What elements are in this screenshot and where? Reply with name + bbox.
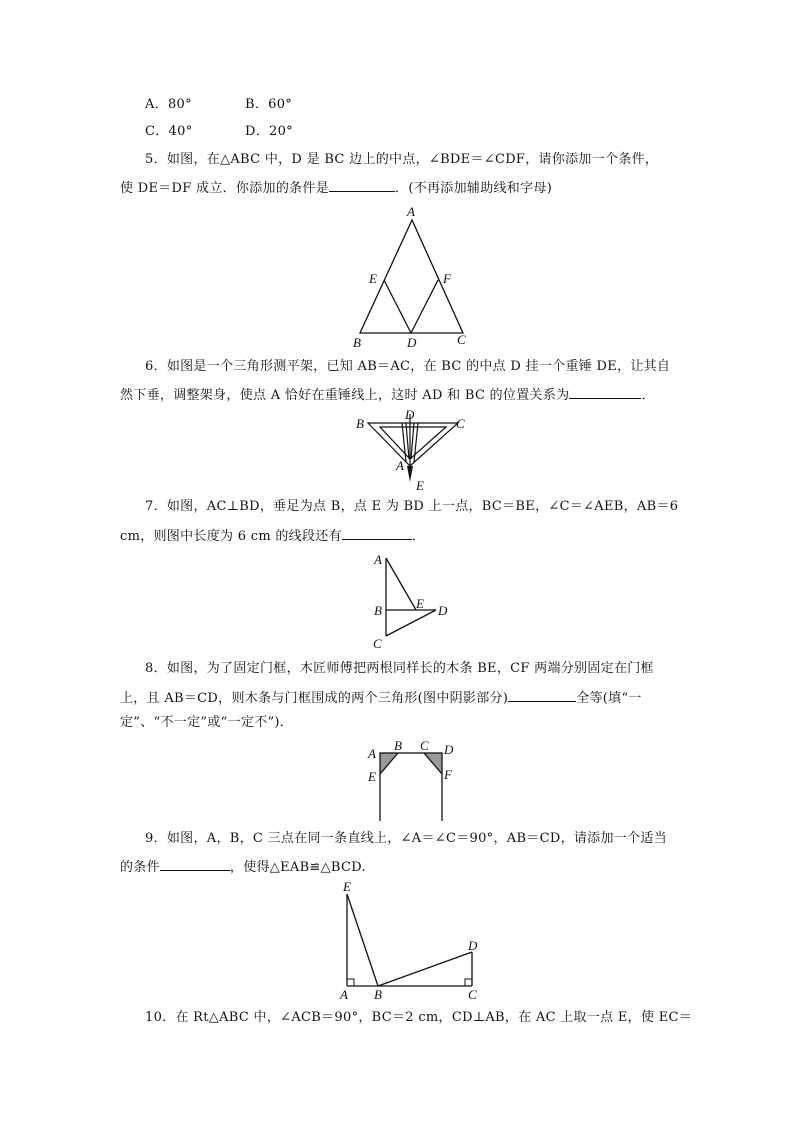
- q8-answer-blank[interactable]: [508, 688, 576, 702]
- q9-label-e: E: [343, 879, 351, 894]
- q6-label-d: D: [405, 407, 415, 422]
- q8-label-d: D: [444, 742, 454, 757]
- q5-label-d: D: [407, 335, 417, 350]
- q6-line1: 6．如图是一个三角形测平架，已知 AB＝AC，在 BC 的中点 D 挂一个重锤 DE，让其自: [145, 359, 671, 374]
- q9-right-angle-a: [347, 979, 354, 986]
- q5-line1: 5．如图，在△ABC 中，D 是 BC 边上的中点，∠BDE＝∠CDF，请你添加一个条件，: [145, 152, 659, 167]
- q8-label-e: E: [368, 769, 376, 784]
- q5-label-f: F: [443, 271, 451, 286]
- q8-label-f: F: [444, 767, 452, 782]
- q5-label-e: E: [369, 271, 377, 286]
- q9-line2-text-a: 的条件: [120, 860, 160, 875]
- q9-answer-blank[interactable]: [160, 857, 230, 871]
- q9-label-a: A: [340, 987, 348, 1002]
- q7-figure: [368, 548, 458, 657]
- q5-line2: [120, 178, 552, 198]
- q6-label-b: B: [356, 416, 364, 431]
- q6-plumb-bob: [407, 466, 413, 482]
- q7-line2: [120, 526, 425, 546]
- q8-line2-text-a: 上，且 AB＝CD，则木条与门框围成的两个三角形(图中阴影部分): [120, 691, 509, 706]
- q9-label-c: C: [468, 987, 477, 1002]
- q5-line2-text-b: ．(不再添加辅助线和字母): [395, 181, 553, 196]
- q7-label-b: B: [374, 603, 382, 618]
- q8-line2-text-b: 全等(填“一: [576, 691, 642, 706]
- q7-label-e: E: [416, 596, 424, 611]
- q9-right-angle-c: [465, 979, 472, 986]
- q7-label-a: A: [374, 552, 382, 567]
- option-b: B．60°: [245, 97, 293, 112]
- q8-label-b: B: [394, 738, 402, 753]
- q7-label-c: C: [373, 636, 382, 651]
- q9-label-d: D: [468, 938, 478, 953]
- q5-answer-blank[interactable]: [329, 178, 395, 192]
- q5-label-a: A: [407, 204, 415, 219]
- q10-line1: 10．在 Rt△ABC 中，∠ACB＝90°，BC＝2 cm，CD⊥AB，在 AC 上取一点 E，使 EC＝: [145, 1010, 693, 1025]
- q5-line2-text-a: 使 DE＝DF 成立．你添加的条件是: [120, 181, 330, 196]
- q6-figure: [350, 404, 475, 498]
- q7-answer-blank[interactable]: [342, 526, 412, 540]
- q7-line1: 7．如图，AC⊥BD，垂足为点 B，点 E 为 BD 上一点，BC＝BE，∠C＝∠AEB，AB＝6: [145, 499, 679, 514]
- q8-figure: [362, 736, 462, 825]
- q6-label-c: C: [456, 416, 465, 431]
- q6-line2-text-a: 然下垂，调整架身，使点 A 恰好在重锤线上，这时 AD 和 BC 的位置关系为: [120, 388, 570, 403]
- q7-segment-cd: [386, 610, 436, 636]
- q7-segment-ae: [386, 558, 416, 610]
- q9-figure: [332, 878, 487, 1007]
- q9-segment-bd: [378, 952, 472, 986]
- q8-line3: 定”、“不一定”或“一定不”)．: [120, 715, 294, 730]
- q7-line2-text-b: ．: [411, 529, 426, 544]
- q5-figure: [345, 200, 475, 354]
- q6-line2-text-b: ．: [641, 388, 655, 403]
- q8-label-a: A: [368, 746, 376, 761]
- q9-line1: 9．如图，A，B，C 三点在同一条直线上，∠A＝∠C＝90°，AB＝CD，请添加一个适当: [145, 831, 667, 846]
- q5-label-c: C: [457, 332, 466, 347]
- q8-label-c: C: [420, 738, 429, 753]
- q5-segments-ed-df: [384, 280, 438, 333]
- option-d: D．20°: [245, 124, 293, 139]
- q9-segment-eb: [347, 894, 378, 986]
- q8-line2: [120, 688, 642, 708]
- q6-line2: [120, 385, 655, 405]
- q9-line2-text-b: ，使得△EAB≌△BCD.: [229, 860, 366, 875]
- q6-label-e: E: [416, 478, 424, 493]
- q6-label-a: A: [396, 458, 404, 473]
- q6-answer-blank[interactable]: [569, 385, 641, 399]
- q7-line2-text-a: cm，则图中长度为 6 cm 的线段还有: [120, 529, 342, 544]
- q9-line2: [120, 857, 366, 877]
- q9-label-b: B: [374, 987, 382, 1002]
- option-c: C．40°: [145, 124, 193, 139]
- q7-label-d: D: [438, 603, 448, 618]
- q5-label-b: B: [353, 335, 361, 350]
- q8-line1: 8．如图，为了固定门框，木匠师傅把两根同样长的木条 BE，CF 两端分别固定在门框: [145, 661, 654, 676]
- option-a: A．80°: [145, 97, 192, 112]
